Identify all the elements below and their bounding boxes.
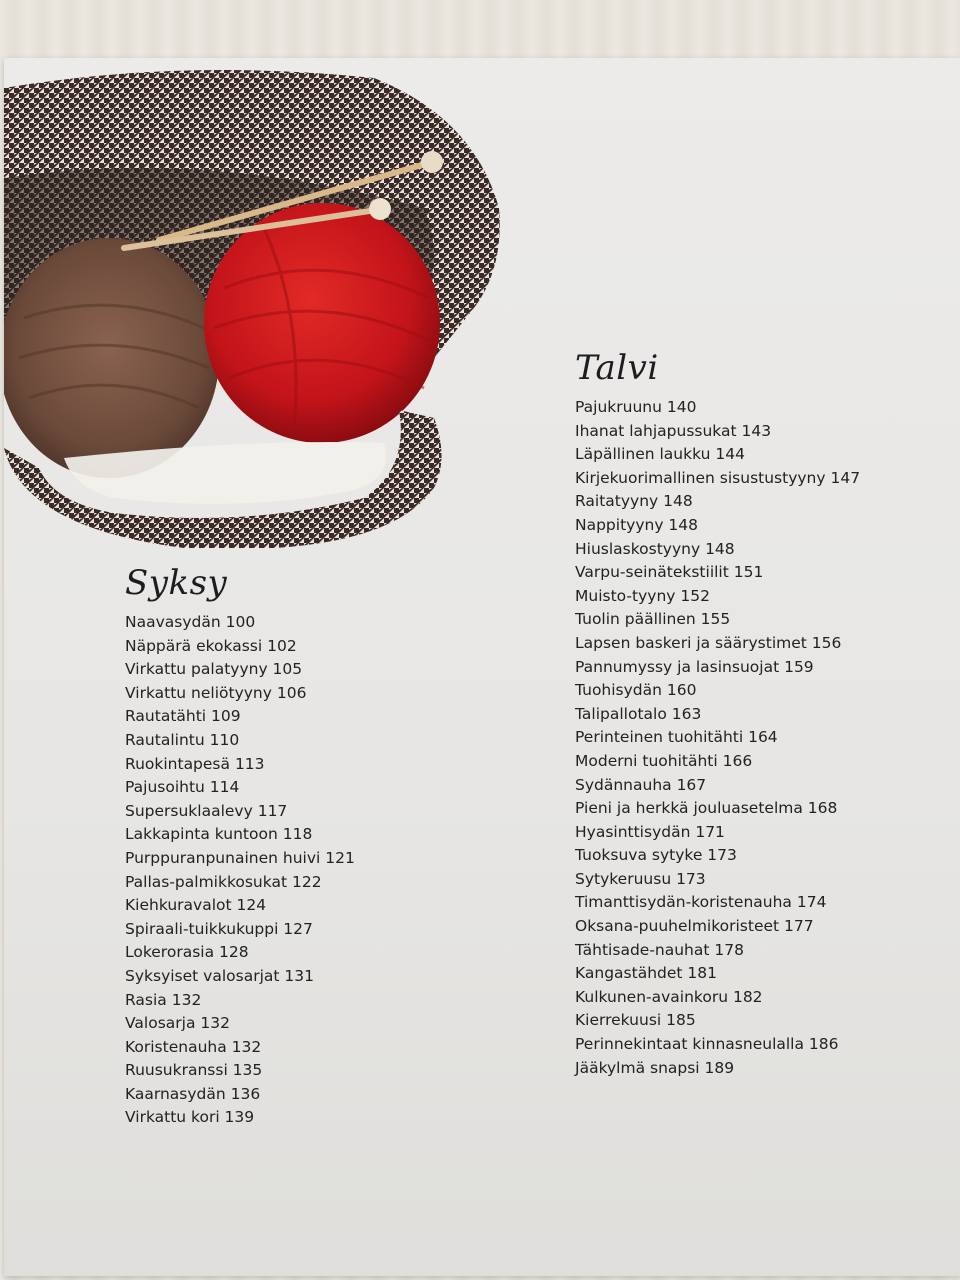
list-item: Sytykeruusu 173 [575,869,706,888]
list-item: Virkattu neliötyyny 106 [125,683,307,702]
list-item: Purppuranpunainen huivi 121 [125,848,355,867]
list-item: Pannumyssy ja lasinsuojat 159 [575,657,814,676]
list-item: Rautatähti 109 [125,707,241,726]
yarn-bag-photo [4,58,524,548]
list-item: Kirjekuorimallinen sisustustyyny 147 [575,468,861,487]
list-item: Virkattu kori 139 [125,1108,255,1127]
list-item: Raitatyyny 148 [575,492,693,511]
list-item: Läpällinen laukku 144 [575,445,745,464]
section-title: Syksy [125,563,228,603]
list-item: Rautalintu 110 [125,730,240,749]
list-item: Varpu-seinätekstiilit 151 [575,563,764,582]
list-item: Muisto-tyyny 152 [575,586,710,605]
list-item: Syksyiset valosarjat 131 [125,966,314,985]
contents-list [125,611,355,1130]
list-item: Kaarnasydän 136 [125,1084,261,1103]
list-item: Rasia 132 [125,990,202,1009]
list-item: Moderni tuohitähti 166 [575,751,753,770]
list-item: Tähtisade-nauhat 178 [575,940,744,959]
list-item: Kierrekuusi 185 [575,1011,696,1030]
book-page [4,58,960,1276]
contents-list [575,396,860,1080]
list-item: Sydännauha 167 [575,775,707,794]
list-item: Hyasinttisydän 171 [575,822,725,841]
list-item: Tuohisydän 160 [575,681,697,700]
list-item: Virkattu palatyyny 105 [125,660,303,679]
list-item: Pieni ja herkkä jouluasetelma 168 [575,799,838,818]
list-item: Perinteinen tuohitähti 164 [575,728,778,747]
list-item: Timanttisydän-koristenauha 174 [575,893,827,912]
list-item: Koristenauha 132 [125,1037,262,1056]
list-item: Oksana-puuhelmikoristeet 177 [575,917,814,936]
list-item: Perinnekintaat kinnasneulalla 186 [575,1035,839,1054]
list-item: Nappityyny 148 [575,515,699,534]
section-talvi [575,348,860,1080]
section-syksy [125,563,355,1130]
list-item: Ruusukranssi 135 [125,1061,263,1080]
list-item: Naavasydän 100 [125,613,256,631]
list-item: Pajukruunu 140 [575,398,697,416]
red-yarn-ball [204,203,440,443]
list-item: Talipallotalo 163 [575,704,702,723]
list-item: Supersuklaalevy 117 [125,801,288,820]
list-item: Tuolin päällinen 155 [575,610,731,629]
list-item: Lakkapinta kuntoon 118 [125,825,313,844]
section-title: Talvi [575,348,659,388]
list-item: Näppärä ekokassi 102 [125,636,297,655]
list-item: Hiuslaskostyyny 148 [575,539,735,558]
list-item: Kulkunen-avainkoru 182 [575,987,763,1006]
list-item: Tuoksuva sytyke 173 [575,846,737,865]
list-item: Lokerorasia 128 [125,943,249,962]
list-item: Pallas-palmikkosukat 122 [125,872,322,891]
list-item: Ihanat lahjapussukat 143 [575,421,772,440]
list-item: Valosarja 132 [125,1014,230,1033]
list-item: Jääkylmä snapsi 189 [575,1058,735,1077]
list-item: Kangastähdet 181 [575,964,717,983]
list-item: Kiehkuravalot 124 [125,896,267,915]
list-item: Spiraali-tuikkukuppi 127 [125,919,313,938]
list-item: Lapsen baskeri ja säärystimet 156 [575,633,842,652]
brown-yarn-ball [4,238,219,478]
list-item: Pajusoihtu 114 [125,778,240,797]
list-item: Ruokintapesä 113 [125,754,265,773]
